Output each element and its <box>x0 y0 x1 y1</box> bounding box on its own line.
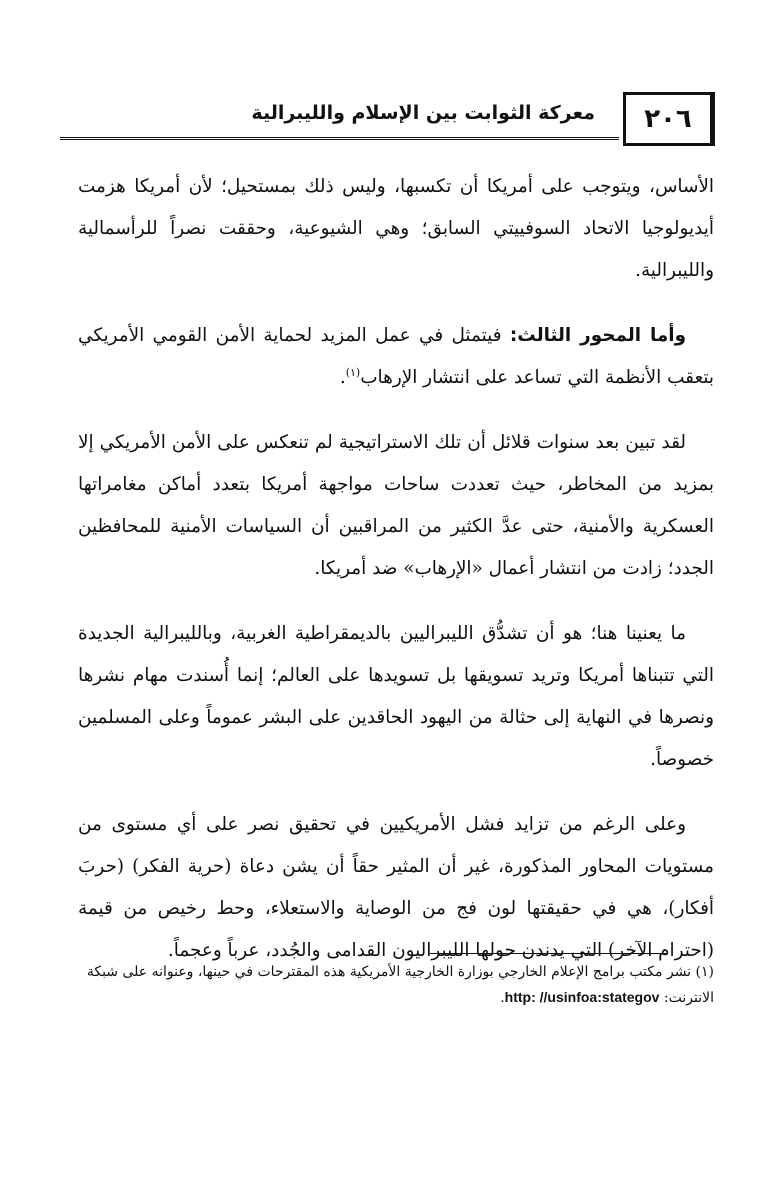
paragraph-2-text: فيتمثل في عمل المزيد لحماية الأمن القومي الأمريكي بتعقب الأنظمة التي تساعد على انتشار الإرهاب <box>78 325 714 388</box>
paragraph-2 <box>78 315 714 399</box>
paragraph-5-text: وعلى الرغم من تزايد فشل الأمريكيين في تحقيق نصر على أي مستوى من مستويات المحاور المذكورة، غير أن المثير حقاً أن يشن دعاة (حرية الفكر) (حربَ أفكار)، هي في حقيقتها لون فج من الوصاية والاستعلاء، وحط رخيص من قيمة (احترام الآخر) التي يدندن حولها الليبراليون القدامى والجُدد، عرباً وعجماً. <box>78 814 714 961</box>
paragraph-4-text: ما يعنينا هنا؛ هو أن تشدُّق الليبراليين بالديمقراطية الغربية، وبالليبرالية الجديدة التي تتبناها أمريكا وتريد تسويقها بل تسويدها على العالم؛ إنما أُسندت مهام نشرها ونصرها في النهاية إلى حثالة من اليهود الحاقدين على البشر عموماً وعلى المسلمين خصوصاً. <box>78 623 714 770</box>
running-title: معركة الثوابت بين الإسلام والليبرالية <box>251 102 595 124</box>
paragraph-3 <box>78 422 714 590</box>
page-number: ٢٠٦ <box>644 104 692 134</box>
paragraph-1 <box>78 166 714 292</box>
page-number-box <box>623 92 715 146</box>
paragraph-3-text: لقد تبين بعد سنوات قلائل أن تلك الاستراتيجية لم تنعكس على الأمن الأمريكي إلا بمزيد من المخاطر، حيث تعددت ساحات مواجهة أمريكا بتعدد أماكن مغامراتها العسكرية والأمنية، حتى عدَّ الكثير من المراقبين أن السياسات الأمنية للمحافظين الجدد؛ زادت من انتشار أعمال «الإرهاب» ضد أمريكا. <box>78 432 714 579</box>
paragraph-2-lead: وأما المحور الثالث: <box>509 325 687 346</box>
footnote <box>78 960 714 1011</box>
paragraph-5 <box>78 804 714 972</box>
footnote-separator <box>430 953 668 954</box>
footnote-marker: (١) <box>345 365 361 379</box>
header-rule <box>60 137 619 140</box>
page-header <box>60 92 715 154</box>
paragraph-1-text: الأساس، ويتوجب على أمريكا أن تكسبها، وليس ذلك بمستحيل؛ لأن أمريكا هزمت أيديولوجيا الاتحاد السوفييتي السابق؛ وهي الشيوعية، وحققت نصراً للرأسمالية والليبرالية. <box>78 176 714 281</box>
paragraph-2-end: . <box>339 367 346 388</box>
paragraph-4 <box>78 613 714 781</box>
footnote-url: http: //usinfoa:stategov <box>504 989 660 1005</box>
footnote-text: (١) نشر مكتب برامج الإعلام الخارجي بوزارة الخارجية الأمريكية هذه المقترحات في حينها، وعنوانه على شبكة الانترنت: <box>86 964 714 1006</box>
body-text <box>78 166 714 995</box>
footnote-end: . <box>500 990 505 1006</box>
